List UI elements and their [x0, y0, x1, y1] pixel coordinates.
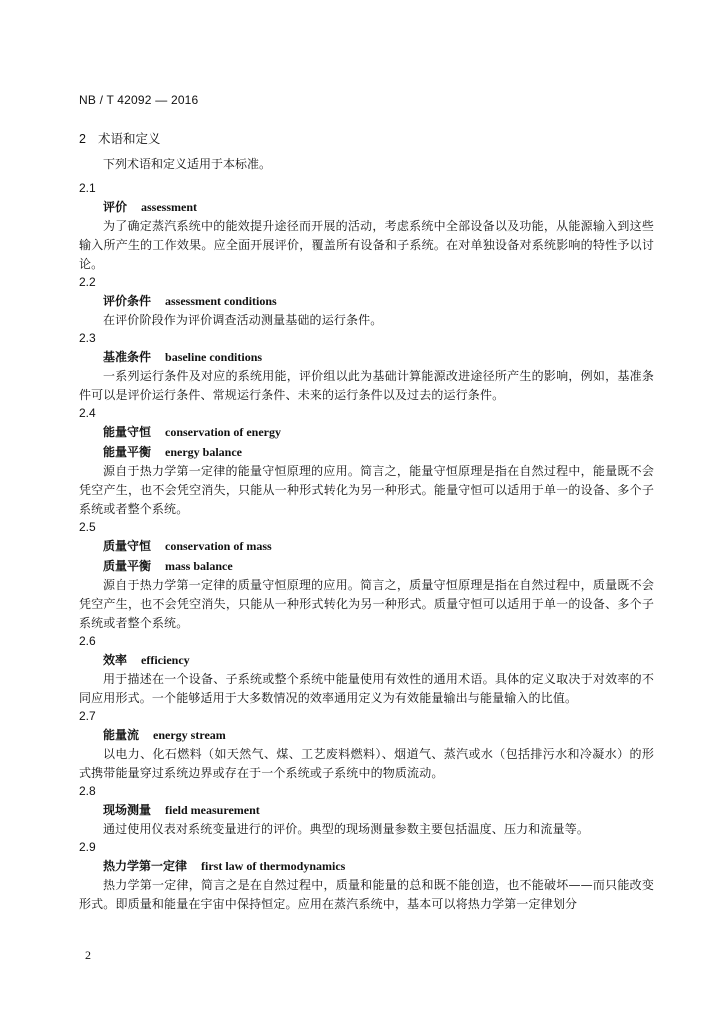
term-heading — [79, 856, 654, 876]
standard-header: NB / T 42092 — 2016 — [79, 93, 199, 107]
term-entry — [79, 783, 654, 839]
term-entry — [79, 519, 654, 633]
entry-number: 2.8 — [79, 784, 96, 798]
term-zh: 热力学第一定律 — [103, 859, 188, 873]
term-heading — [79, 422, 654, 442]
entry-number: 2.1 — [79, 181, 96, 195]
section-title-text: 术语和定义 — [97, 131, 161, 146]
term-heading — [79, 291, 654, 311]
term-en: first law of thermodynamics — [201, 859, 346, 873]
entry-number: 2.6 — [79, 634, 96, 648]
entry-number: 2.3 — [79, 331, 96, 345]
term-entry — [79, 274, 654, 330]
term-definition: 热力学第一定律，简言之是在自然过程中，质量和能量的总和既不能创造，也不能破坏——而只能改变形式。即质量和能量在宇宙中保持恒定。应用在蒸汽系统中，基本可以将热力学第一定律划分 — [79, 878, 654, 911]
term-en: assessment — [141, 200, 198, 214]
term-zh: 基准条件 — [103, 350, 152, 364]
term-heading — [79, 725, 654, 745]
entry-number: 2.5 — [79, 520, 96, 534]
entry-number: 2.2 — [79, 275, 96, 289]
term-entry — [79, 180, 654, 274]
term-zh: 现场测量 — [103, 803, 152, 817]
term-heading — [79, 536, 654, 556]
term-en: field measurement — [165, 803, 260, 817]
term-zh: 评价 — [103, 200, 128, 214]
term-zh: 质量平衡 — [103, 559, 152, 573]
term-heading — [79, 650, 654, 670]
term-zh: 能量平衡 — [103, 445, 152, 459]
section-title — [79, 129, 160, 147]
term-definition: 通过使用仪表对系统变量进行的评价。典型的现场测量参数主要包括温度、压力和流量等。 — [103, 822, 590, 836]
term-entry — [79, 633, 654, 708]
term-heading — [79, 800, 654, 820]
section-number: 2 — [79, 132, 86, 146]
term-definition: 源自于热力学第一定律的质量守恒原理的应用。简言之，质量守恒原理是指在自然过程中，质量既不会凭空产生，也不会凭空消失，只能从一种形式转化为另一种形式。质量守恒可以适用于单一的设备、多个子系统或者整个系统。 — [79, 578, 654, 630]
term-en: energy stream — [153, 728, 226, 742]
term-heading — [79, 197, 654, 217]
term-en: conservation of energy — [165, 425, 281, 439]
entry-number: 2.7 — [79, 709, 96, 723]
intro-paragraph: 下列术语和定义适用于本标准。 — [103, 157, 272, 171]
entry-number: 2.9 — [79, 840, 96, 854]
term-entry — [79, 405, 654, 519]
term-zh: 评价条件 — [103, 294, 152, 308]
term-definition: 源自于热力学第一定律的能量守恒原理的应用。简言之，能量守恒原理是指在自然过程中，能量既不会凭空产生，也不会凭空消失，只能从一种形式转化为另一种形式。能量守恒可以适用于单一的设备、多个子系统或者整个系统。 — [79, 464, 654, 516]
term-heading — [79, 347, 654, 367]
term-entry — [79, 708, 654, 783]
term-en: efficiency — [141, 653, 190, 667]
term-heading — [79, 556, 654, 576]
term-zh: 能量流 — [103, 728, 140, 742]
term-heading — [79, 442, 654, 462]
term-en: conservation of mass — [165, 539, 272, 553]
term-definition: 在评价阶段作为评价调查活动测量基础的运行条件。 — [103, 313, 383, 327]
terms-list — [79, 180, 654, 914]
term-definition: 用于描述在一个设备、子系统或整个系统中能量使用有效性的通用术语。具体的定义取决于对效率的不同应用形式。一个能够适用于大多数情况的效率通用定义为有效能量输出与能量输入的比值。 — [79, 672, 654, 705]
term-definition: 以电力、化石燃料（如天然气、煤、工艺废料燃料）、烟道气、蒸汽或水（包括排污水和冷凝水）的形式携带能量穿过系统边界或存在于一个系统或子系统中的物质流动。 — [79, 747, 654, 780]
term-entry — [79, 839, 654, 914]
term-definition: 一系列运行条件及对应的系统用能，评价组以此为基础计算能源改进途径所产生的影响，例如，基准条件可以是评价运行条件、常规运行条件、未来的运行条件以及过去的运行条件。 — [79, 369, 654, 402]
term-en: mass balance — [165, 559, 233, 573]
entry-number: 2.4 — [79, 406, 96, 420]
term-zh: 能量守恒 — [103, 425, 152, 439]
term-definition: 为了确定蒸汽系统中的能效提升途径而开展的活动，考虑系统中全部设备以及功能，从能源输入到这些输入所产生的工作效果。应全面开展评价，覆盖所有设备和子系统。在对单独设备对系统影响的特性予以讨论。 — [79, 219, 654, 271]
term-en: energy balance — [165, 445, 243, 459]
term-zh: 质量守恒 — [103, 539, 152, 553]
term-en: assessment conditions — [165, 294, 277, 308]
term-zh: 效率 — [103, 653, 128, 667]
page-number: 2 — [85, 948, 91, 962]
term-entry — [79, 330, 654, 405]
term-en: baseline conditions — [165, 350, 263, 364]
